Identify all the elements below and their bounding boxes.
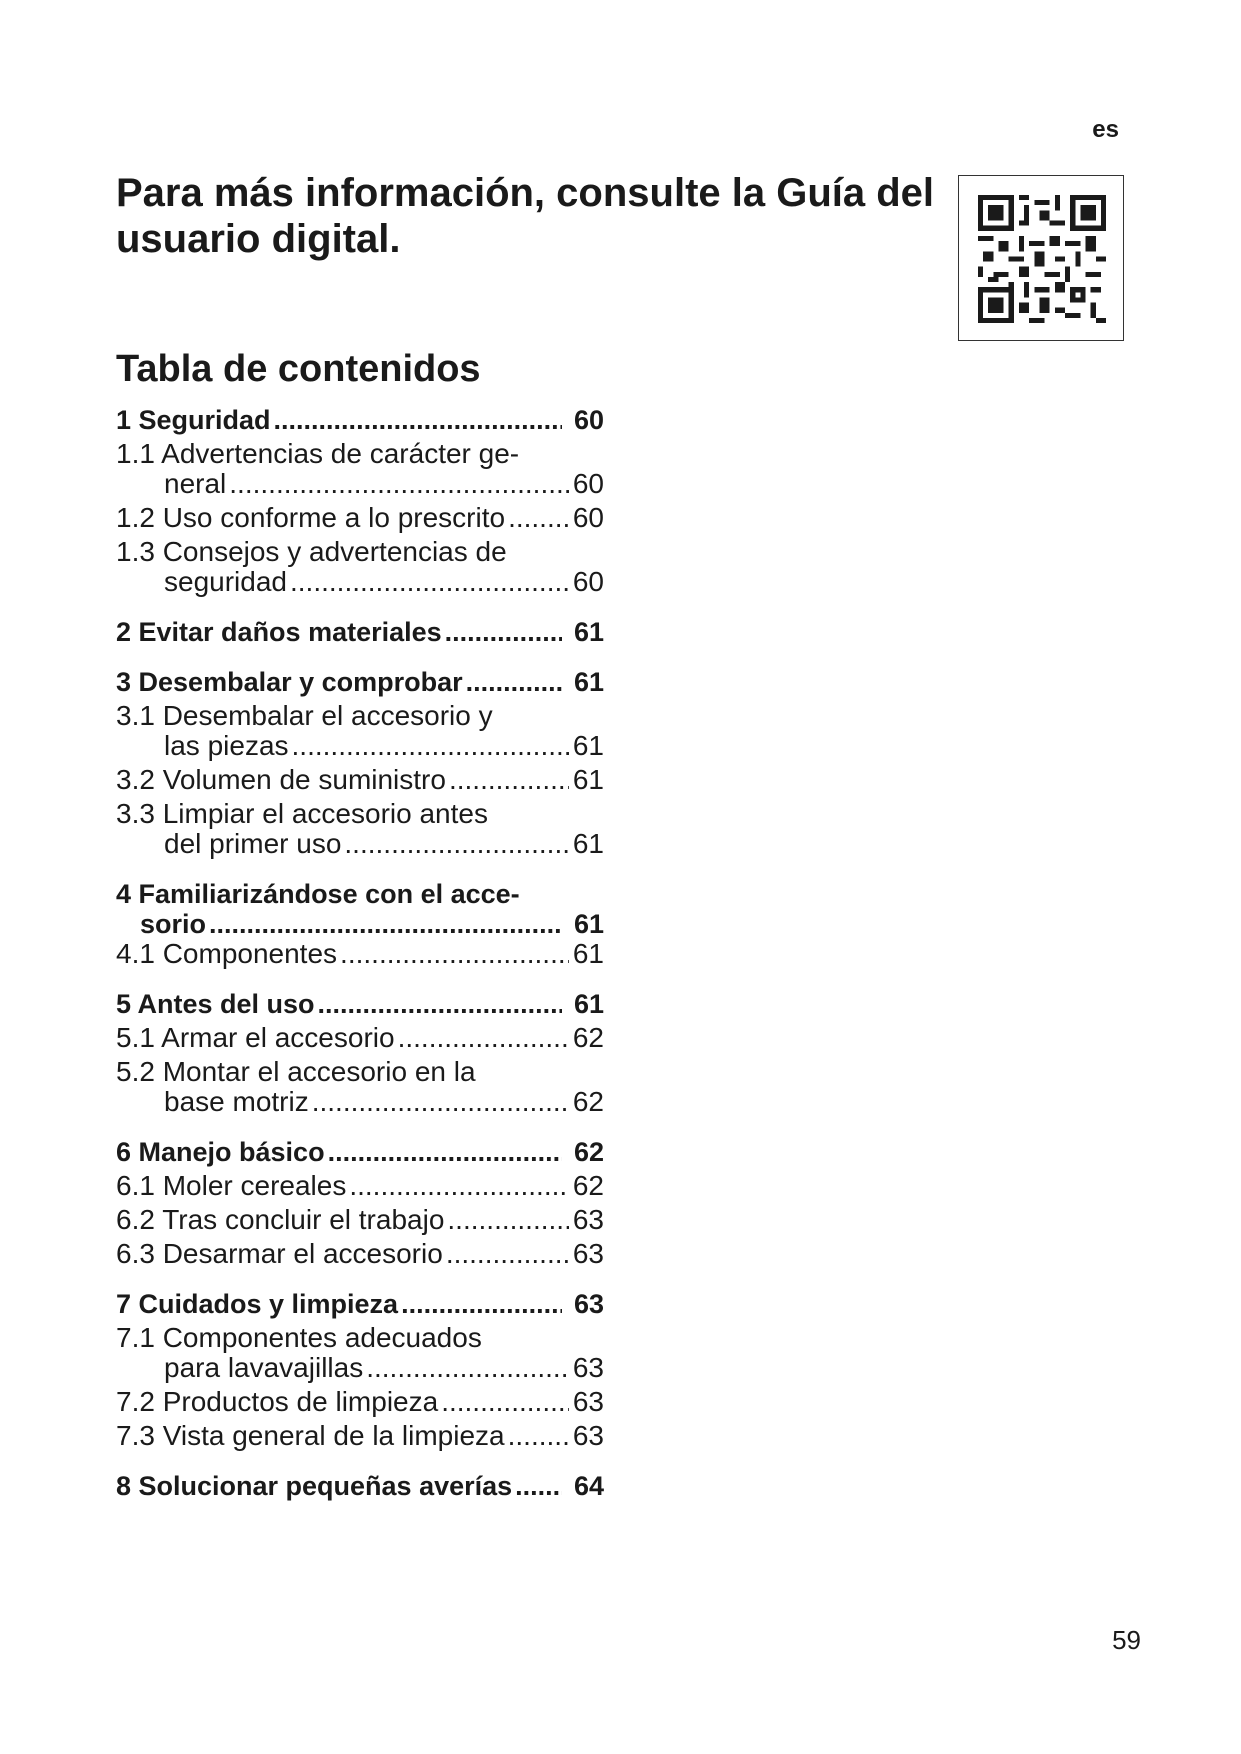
toc-section-title-line1: 4 Familiarizándose con el acce-	[116, 879, 520, 909]
toc-page-number: 62	[572, 1022, 604, 1053]
toc-section-title: 8 Solucionar pequeñas averías	[116, 1471, 513, 1501]
toc-section-entry[interactable]	[116, 667, 604, 697]
toc-subsection[interactable]	[116, 1057, 604, 1117]
toc-page-number: 61	[573, 667, 604, 697]
toc-page-number: 61	[572, 828, 604, 859]
toc-subsection-title: 6.1 Moler cereales	[116, 1170, 347, 1201]
toc-section-title: 1 Seguridad	[116, 405, 271, 435]
toc-leader	[290, 567, 569, 597]
toc-subsection[interactable]	[116, 1239, 604, 1269]
toc-page-number: 61	[573, 617, 604, 647]
toc-subsection[interactable]	[116, 1323, 604, 1383]
toc-page-number: 61	[572, 938, 604, 969]
toc-subsection[interactable]	[116, 939, 604, 969]
toc-subsection-title-line1: 3.1 Desembalar el accesorio y	[116, 700, 493, 731]
toc-page-number: 61	[573, 989, 604, 1019]
toc-leader	[349, 1171, 569, 1201]
toc-subsection-title: 3.2 Volumen de suministro	[116, 764, 446, 795]
table-of-contents	[116, 405, 604, 1521]
toc-subsection[interactable]	[116, 1023, 604, 1053]
language-code: es	[1092, 116, 1119, 143]
toc-page-number: 63	[572, 1386, 604, 1417]
toc-section	[116, 1289, 604, 1451]
toc-subsection-title-line1: 1.1 Advertencias de carácter ge-	[116, 438, 520, 469]
toc-subsection-title: 5.1 Armar el accesorio	[116, 1022, 395, 1053]
qr-code[interactable]	[958, 175, 1124, 341]
toc-subsection-title: 1.2 Uso conforme a lo prescrito	[116, 502, 506, 533]
toc-section-entry[interactable]	[116, 1471, 604, 1501]
toc-section-entry[interactable]	[116, 989, 604, 1019]
toc-page-number: 62	[573, 1137, 604, 1167]
toc-page-number: 60	[572, 468, 604, 499]
toc-leader	[209, 909, 562, 939]
toc-page-number: 63	[572, 1420, 604, 1451]
toc-subsection-title-line1: 7.1 Componentes adecuados	[116, 1322, 482, 1353]
toc-section-entry[interactable]	[116, 1137, 604, 1167]
toc-leader	[328, 1137, 562, 1167]
toc-subsection-title: seguridad	[164, 566, 287, 597]
toc-subsection[interactable]	[116, 1205, 604, 1235]
toc-section-title: 2 Evitar daños materiales	[116, 617, 442, 647]
toc-section	[116, 667, 604, 859]
toc-page-number: 64	[573, 1471, 604, 1501]
toc-subsection-title: para lavavajillas	[164, 1352, 364, 1383]
toc-subsection-title: base motriz	[164, 1086, 309, 1117]
toc-page-number: 63	[572, 1204, 604, 1235]
toc-leader	[441, 1387, 569, 1417]
toc-heading: Tabla de contenidos	[116, 348, 481, 390]
toc-leader	[508, 503, 569, 533]
toc-page-number: 61	[572, 730, 604, 761]
toc-section	[116, 879, 604, 969]
qr-code-icon	[978, 195, 1106, 323]
toc-leader	[449, 765, 569, 795]
toc-leader	[445, 617, 562, 647]
page-number: 59	[1112, 1625, 1141, 1655]
toc-leader	[401, 1289, 562, 1319]
toc-page-number: 63	[573, 1289, 604, 1319]
toc-subsection[interactable]	[116, 701, 604, 761]
toc-leader	[466, 667, 562, 697]
toc-section-entry[interactable]	[116, 879, 604, 939]
toc-leader	[508, 1421, 569, 1451]
toc-subsection-title: 7.2 Productos de limpieza	[116, 1386, 439, 1417]
toc-subsection-title: 4.1 Componentes	[116, 938, 338, 969]
toc-section	[116, 617, 604, 647]
toc-subsection-title: las piezas	[164, 730, 289, 761]
toc-subsection[interactable]	[116, 1171, 604, 1201]
toc-leader	[446, 1239, 569, 1269]
toc-subsection[interactable]	[116, 503, 604, 533]
toc-section	[116, 1137, 604, 1269]
toc-subsection[interactable]	[116, 799, 604, 859]
toc-leader	[340, 939, 569, 969]
toc-leader	[515, 1471, 562, 1501]
toc-subsection[interactable]	[116, 439, 604, 499]
toc-page-number: 60	[572, 502, 604, 533]
toc-section-entry[interactable]	[116, 617, 604, 647]
toc-section-title: 3 Desembalar y comprobar	[116, 667, 463, 697]
toc-leader	[366, 1353, 569, 1383]
toc-page-number: 63	[572, 1352, 604, 1383]
toc-subsection-title-line1: 1.3 Consejos y advertencias de	[116, 536, 507, 567]
toc-section-entry[interactable]	[116, 1289, 604, 1319]
toc-subsection-title-line1: 5.2 Montar el accesorio en la	[116, 1056, 476, 1087]
toc-subsection-title: 6.3 Desarmar el accesorio	[116, 1238, 443, 1269]
toc-subsection[interactable]	[116, 765, 604, 795]
toc-subsection[interactable]	[116, 537, 604, 597]
toc-subsection-title: 6.2 Tras concluir el trabajo	[116, 1204, 445, 1235]
toc-section-title: 5 Antes del uso	[116, 989, 315, 1019]
toc-page-number: 62	[572, 1170, 604, 1201]
toc-subsection-title: neral	[164, 468, 227, 499]
toc-leader	[274, 405, 562, 435]
toc-subsection[interactable]	[116, 1421, 604, 1451]
toc-page-number: 61	[573, 909, 604, 939]
toc-page-number: 61	[572, 764, 604, 795]
toc-leader	[318, 989, 562, 1019]
toc-leader	[447, 1205, 568, 1235]
toc-subsection-title: 7.3 Vista general de la limpieza	[116, 1420, 505, 1451]
toc-page-number: 63	[572, 1238, 604, 1269]
toc-section-entry[interactable]	[116, 405, 604, 435]
toc-page-number: 62	[572, 1086, 604, 1117]
toc-leader	[312, 1087, 569, 1117]
info-heading: Para más información, consulte la Guía del usuario digital.	[116, 171, 935, 261]
toc-leader	[292, 731, 569, 761]
toc-section-title: 7 Cuidados y limpieza	[116, 1289, 399, 1319]
toc-leader	[398, 1023, 569, 1053]
toc-leader	[229, 469, 569, 499]
toc-section-title: 6 Manejo básico	[116, 1137, 325, 1167]
toc-page-number: 60	[573, 405, 604, 435]
toc-subsection[interactable]	[116, 1387, 604, 1417]
toc-section-title: sorio	[140, 909, 207, 939]
toc-section	[116, 405, 604, 597]
toc-section	[116, 1471, 604, 1501]
toc-leader	[344, 829, 568, 859]
toc-page-number: 60	[572, 566, 604, 597]
toc-subsection-title-line1: 3.3 Limpiar el accesorio antes	[116, 798, 488, 829]
toc-subsection-title: del primer uso	[164, 828, 342, 859]
toc-section	[116, 989, 604, 1117]
